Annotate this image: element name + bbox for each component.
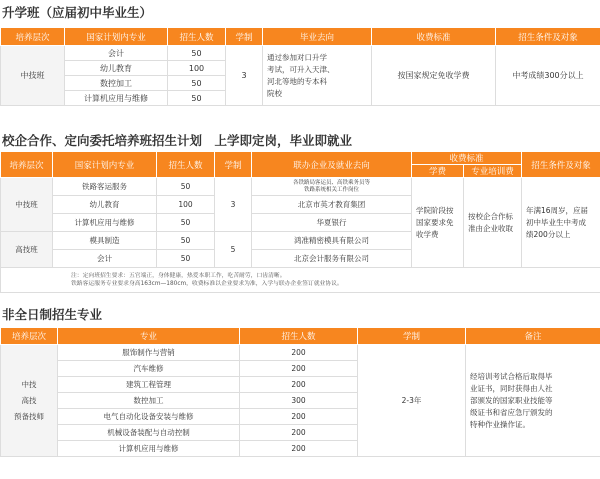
col-header-major: 国家计划内专业 xyxy=(53,152,157,178)
major-cell: 计算机应用与维修 xyxy=(53,214,157,232)
fee-cell: 按国家规定免收学费 xyxy=(372,46,496,106)
col-header-condition: 招生条件及对象 xyxy=(522,152,600,178)
company-cell: 北京市英才教育集团 xyxy=(252,196,412,214)
major-cell: 计算机应用与维修 xyxy=(58,441,240,457)
count-cell: 200 xyxy=(240,361,358,377)
col-header-count: 招生人数 xyxy=(157,152,215,178)
major-cell: 电气自动化设备安装与维修 xyxy=(58,409,240,425)
col-header-major: 专业 xyxy=(58,328,240,345)
company-cell: 北京会计服务有限公司 xyxy=(252,250,412,268)
level-label: 中技 xyxy=(21,379,37,389)
major-cell: 计算机应用与维修 xyxy=(65,91,168,106)
major-cell: 会计 xyxy=(65,46,168,61)
col-header-condition: 招生条件及对象 xyxy=(496,28,600,46)
count-cell: 200 xyxy=(240,345,358,361)
count-cell: 100 xyxy=(168,61,226,76)
count-cell: 50 xyxy=(157,214,215,232)
table-row xyxy=(1,178,600,196)
duration-cell: 5 xyxy=(215,232,252,268)
major-cell: 幼儿教育 xyxy=(65,61,168,76)
table-enterprise-class xyxy=(0,151,600,293)
level-cell: 高技班 xyxy=(1,232,53,268)
major-cell: 建筑工程管理 xyxy=(58,377,240,393)
col-header-count: 招生人数 xyxy=(240,328,358,345)
col-header-training-fee: 专业培训费 xyxy=(464,165,522,178)
company-cell: 鸿准精密模具有限公司 xyxy=(252,232,412,250)
notes-row xyxy=(1,268,600,293)
count-cell: 200 xyxy=(240,425,358,441)
major-cell: 会计 xyxy=(53,250,157,268)
note-line: 注：定向班招生要求：五官端正，身体健康，热爱本职工作，吃苦耐劳，口齿清晰。 xyxy=(71,273,286,279)
destination-cell: 通过参加对口升学 考试，可升入天津、 河北等地的专本科 院校 xyxy=(263,46,372,106)
level-cell xyxy=(1,345,58,457)
section1-title: 升学班（应届初中毕业生） xyxy=(2,5,153,20)
training-fee-cell: 按校企合作标 准由企业收取 xyxy=(464,178,522,268)
notes-cell xyxy=(1,268,600,293)
major-cell: 模具制造 xyxy=(53,232,157,250)
major-cell: 数控加工 xyxy=(58,393,240,409)
company-cell: 各铁路局客运员、高铁乘务员等 铁路系统相关工作岗位 xyxy=(252,178,412,196)
table-header-row xyxy=(1,28,600,46)
duration-cell: 3 xyxy=(215,178,252,232)
col-header-duration: 学制 xyxy=(358,328,466,345)
duration-cell: 3 xyxy=(226,46,263,106)
level-label: 预备技师 xyxy=(14,411,44,421)
major-cell: 服饰制作与营销 xyxy=(58,345,240,361)
major-cell: 机械设备装配与自动控制 xyxy=(58,425,240,441)
condition-cell: 中考成绩300分以上 xyxy=(496,46,600,106)
col-header-count: 招生人数 xyxy=(168,28,226,46)
count-cell: 200 xyxy=(240,441,358,457)
col-header-fee-group: 收费标准 xyxy=(412,152,522,165)
col-header-fee: 收费标准 xyxy=(372,28,496,46)
col-header-tuition: 学费 xyxy=(412,165,464,178)
count-cell: 100 xyxy=(157,196,215,214)
major-cell: 幼儿教育 xyxy=(53,196,157,214)
remark-cell: 经培训考试合格后取得毕 业证书，同时获得由人社 部颁发的国家职业技能等 级证书和省应急厅颁发的 特种作业操作证。 xyxy=(466,345,600,457)
table-header-row xyxy=(1,328,600,345)
col-header-duration: 学制 xyxy=(215,152,252,178)
duration-cell: 2-3年 xyxy=(358,345,466,457)
col-header-level: 培养层次 xyxy=(1,28,65,46)
col-header-level: 培养层次 xyxy=(1,328,58,345)
table-upgrade-class xyxy=(0,27,600,106)
col-header-major: 国家计划内专业 xyxy=(65,28,168,46)
col-header-remark: 备注 xyxy=(466,328,600,345)
level-label: 高技 xyxy=(21,395,37,405)
col-header-company: 联办企业及就业去向 xyxy=(252,152,412,178)
major-cell: 汽车维修 xyxy=(58,361,240,377)
level-cell: 中技班 xyxy=(1,46,65,106)
count-cell: 300 xyxy=(240,393,358,409)
count-cell: 50 xyxy=(168,91,226,106)
table-row xyxy=(1,345,600,361)
count-cell: 50 xyxy=(168,76,226,91)
section3-title: 非全日制招生专业 xyxy=(2,307,103,322)
count-cell: 50 xyxy=(157,250,215,268)
major-cell: 数控加工 xyxy=(65,76,168,91)
tuition-cell: 学院阶段按 国家要求免 收学费 xyxy=(412,178,464,268)
table-part-time xyxy=(0,327,600,457)
count-cell: 200 xyxy=(240,409,358,425)
count-cell: 50 xyxy=(168,46,226,61)
table-header-row xyxy=(1,152,600,165)
col-header-duration: 学制 xyxy=(226,28,263,46)
major-cell: 铁路客运服务 xyxy=(53,178,157,196)
section2-title: 校企合作、定向委托培养班招生计划 上学即定岗，毕业即就业 xyxy=(2,133,353,148)
company-cell: 华夏银行 xyxy=(252,214,412,232)
col-header-level: 培养层次 xyxy=(1,152,53,178)
count-cell: 50 xyxy=(157,178,215,196)
note-line: 铁路客运服务专业要求身高163cm—180cm，收费标准以企业要求为准，入学与联办企业签订就业协议。 xyxy=(71,281,343,287)
level-cell: 中技班 xyxy=(1,178,53,232)
col-header-destination: 毕业去向 xyxy=(263,28,372,46)
condition-cell: 年满16周岁，应届 初中毕业生中考成 绩200分以上 xyxy=(522,178,600,268)
count-cell: 200 xyxy=(240,377,358,393)
table-row xyxy=(1,46,600,61)
count-cell: 50 xyxy=(157,232,215,250)
